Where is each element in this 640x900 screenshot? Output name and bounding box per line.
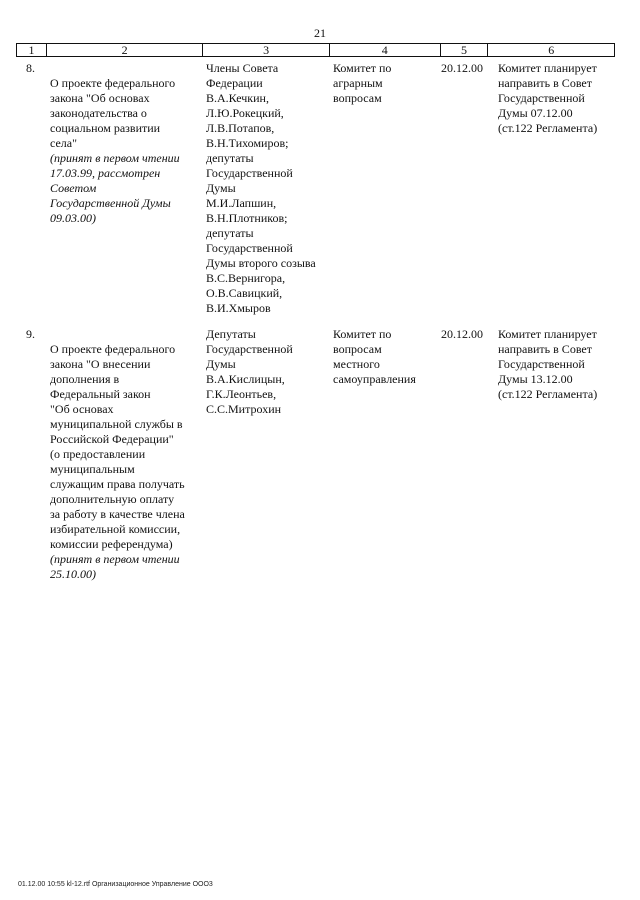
committee: Комитет по вопросам местного самоуправления [333,327,416,386]
bill-title [50,61,200,241]
bill-title-text: О проекте федерального закона "О внесении дополнения в Федеральный закон "Об основах муниципальной службы в Российской Федерации" (о предоставлении муниципальным служащим права получать дополнительную оплату за работу в качестве члена избирательной комиссии, комиссии референдума) [50,342,185,551]
bill-reading-note: (принят в первом чтении 17.03.99, рассмотрен Советом Государственной Думы 09.03.00) [50,151,180,225]
row-number: 8. [26,61,35,75]
bill-reading-note: (принят в первом чтении 25.10.00) [50,552,180,581]
members: Депутаты Государственной Думы В.А.Кислицын, Г.К.Леонтьев, С.С.Митрохин [206,327,293,416]
date: 20.12.00 [441,327,483,341]
column-header-1: 1 [17,44,47,56]
status: Комитет планирует направить в Совет Государственной Думы 13.12.00 (ст.122 Регламента) [498,327,598,401]
column-header-2: 2 [47,44,203,56]
bill-title [50,327,200,597]
column-header-5: 5 [441,44,489,56]
column-header-6: 6 [548,43,555,57]
bill-title-text: О проекте федерального закона "Об основах законодательства о социальном развитии села" [50,76,176,150]
column-header-3: 3 [203,44,330,56]
members: Члены Совета Федерации В.А.Кечкин, Л.Ю.Рокецкий, Л.В.Потапов, В.Н.Тихомиров; депутаты Государственной Думы М.И.Лапшин, В.Н.Плотников; депутаты Государственной Думы второго созыва В.С.Вернигора, О.В.Савицкий, В.И.Хмыров [206,61,316,315]
table-header [16,43,615,57]
column-header-4: 4 [330,44,441,56]
page-number: 21 [314,26,326,40]
committee: Комитет по аграрным вопросам [333,61,392,105]
date: 20.12.00 [441,61,483,75]
row-number: 9. [26,327,35,341]
status: Комитет планирует направить в Совет Государственной Думы 07.12.00 (ст.122 Регламента) [498,61,598,135]
footer: 01.12.00 10:55 kl-12.rtf Организационное Управление ООО3 [18,881,213,888]
